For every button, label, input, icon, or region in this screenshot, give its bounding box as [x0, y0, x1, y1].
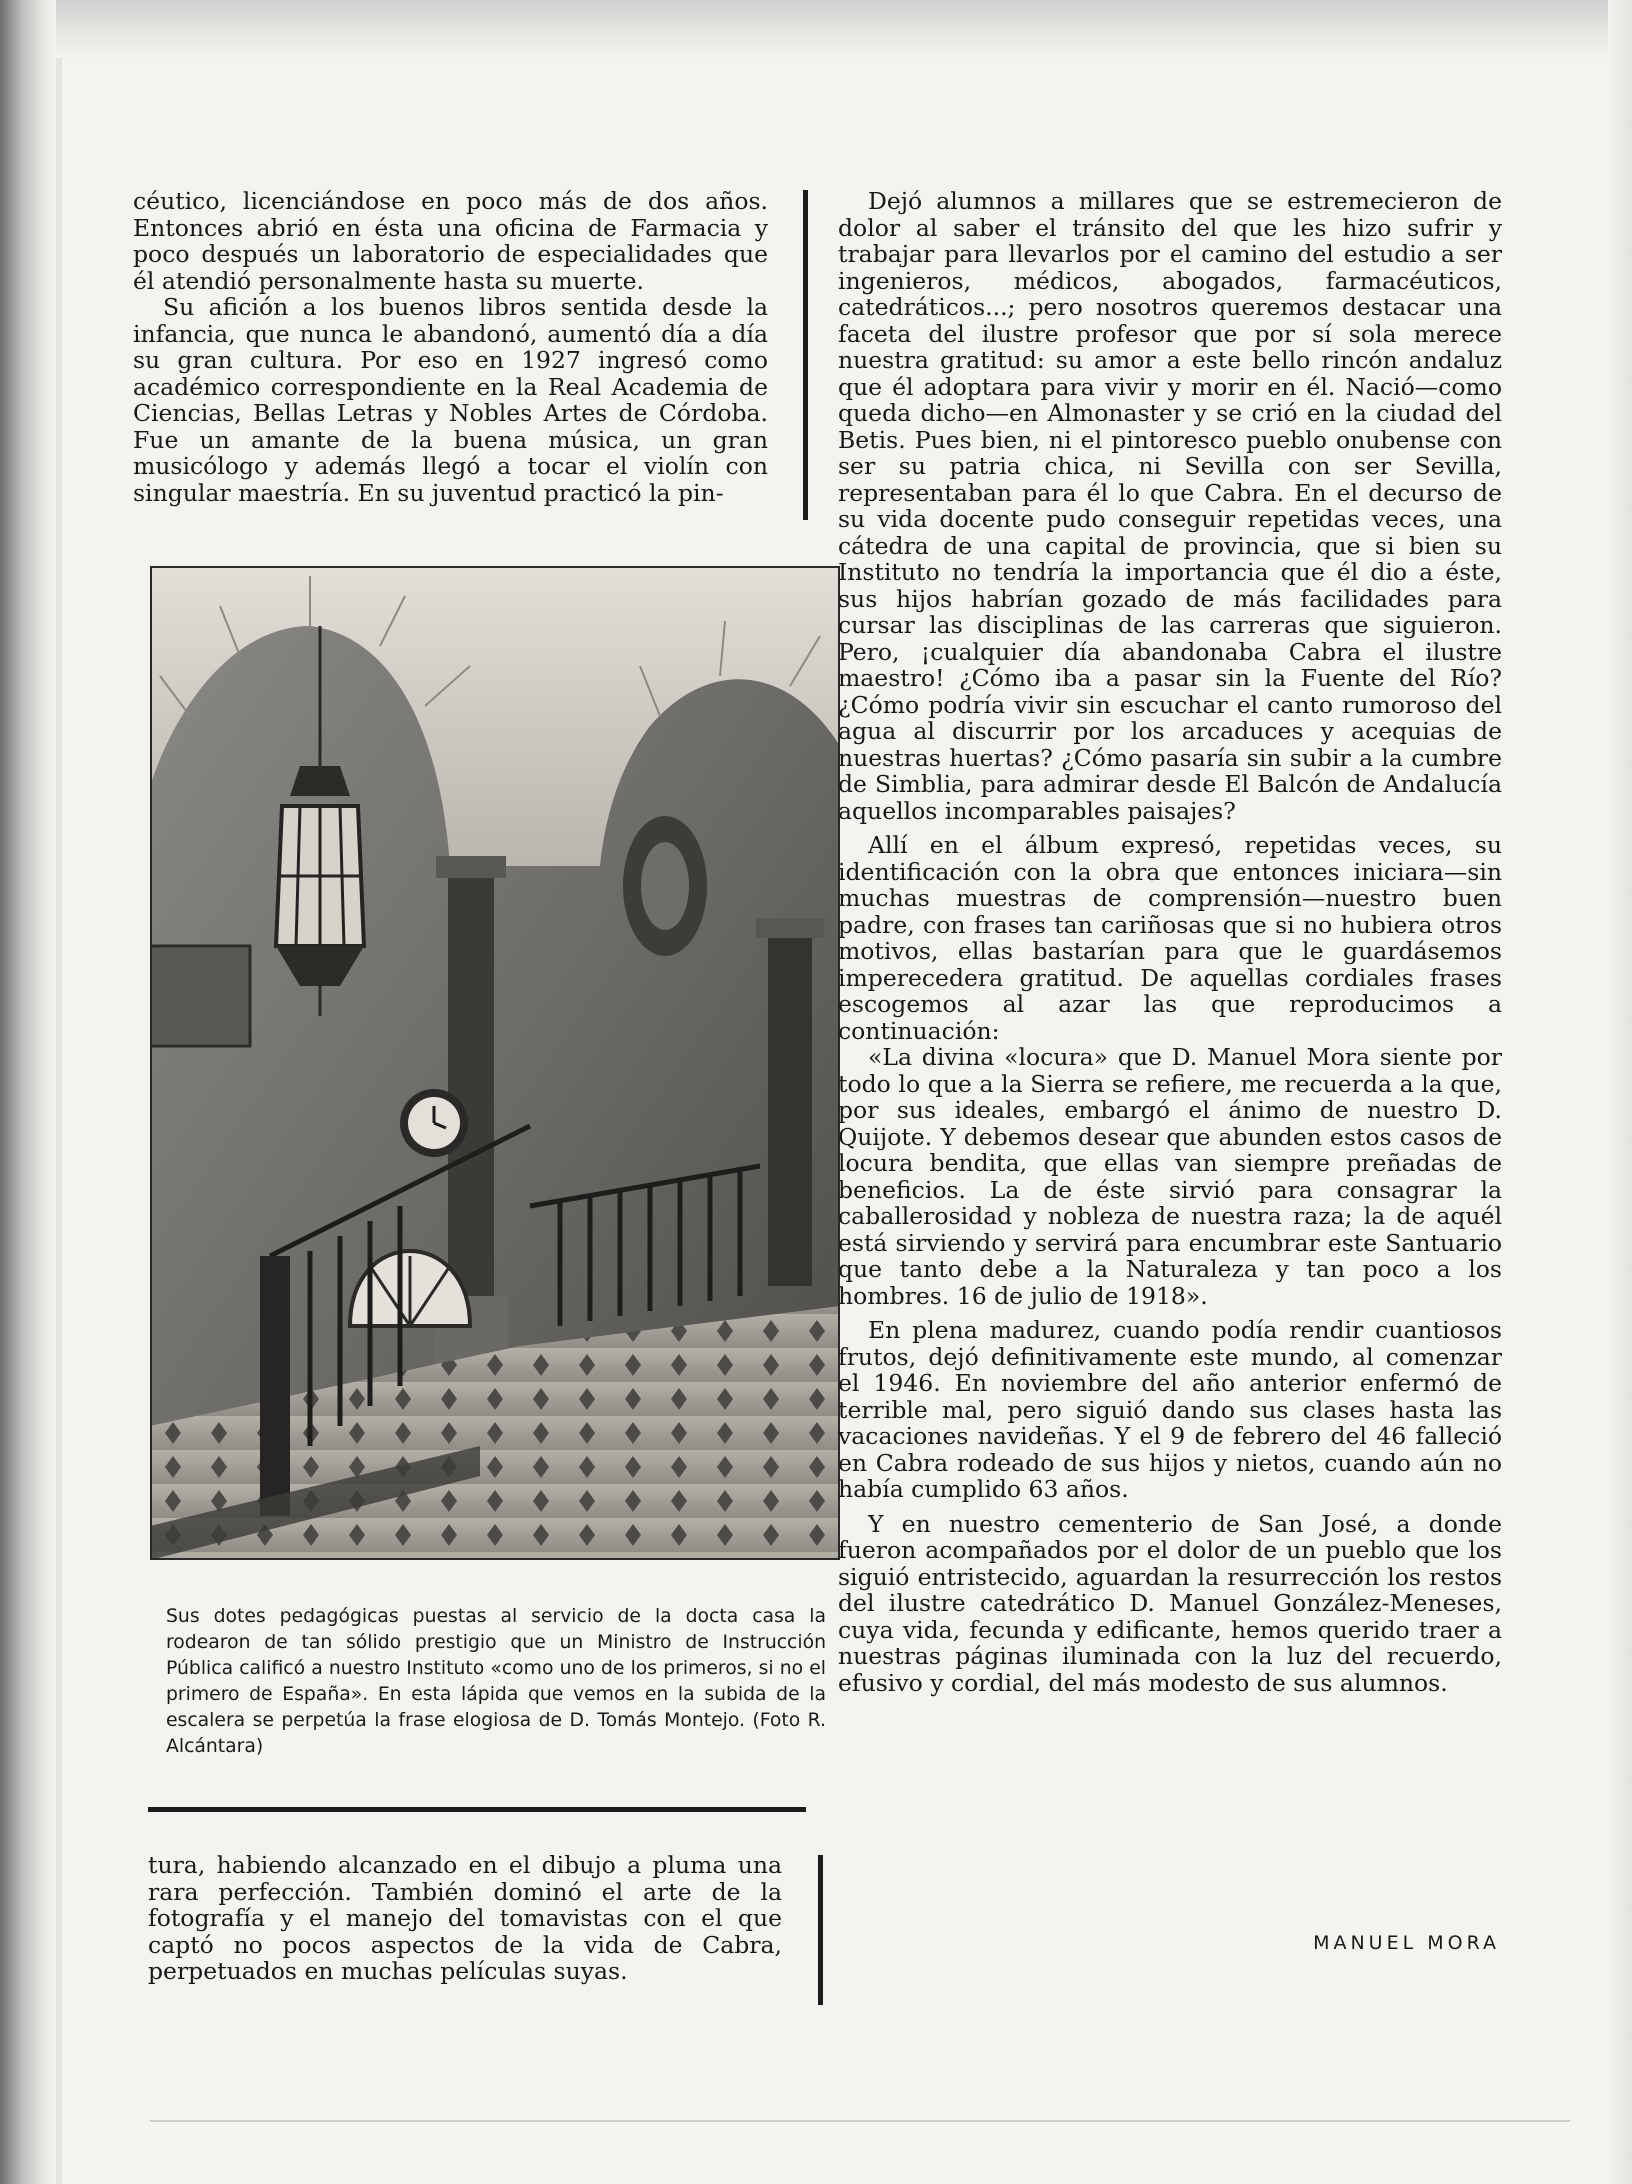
photo-caption: Sus dotes pedagógicas puestas al servicio de la docta casa la rodearon de tan sólido prestigio que un Ministro de Instrucción Pública calificó a nuestro Instituto «como uno de los primeros, si no el primero de España». En esta lápida que vemos en la subida de la escalera se perpetúa la frase elogiosa de D. Tomás Montejo. (Foto R. Alcántara): [166, 1606, 826, 1757]
right-column: [768, 926, 812, 1286]
page-right-edge: [1608, 0, 1632, 2184]
paragraph: Y en nuestro cementerio de San José, a donde fueron acompañados por el dolor de un pueblo que los siguió entristecido, aguardan la resurrección los restos del ilustre catedrático D. Manuel González-Meneses, cuya vida, fecunda y edificante, hemos querido traer a nuestras páginas iluminada con la luz del recuerdo, efusivo y cordial, del más modesto de sus alumnos.: [838, 1509, 1502, 1697]
section-rule: [148, 1807, 806, 1812]
column-divider-bottom: [818, 1855, 823, 2005]
book-binding-edge: [0, 0, 56, 2184]
staircase-photo: [150, 566, 840, 1560]
right-column-text: [838, 188, 1502, 1696]
paragraph: tura, habiendo alcanzado en el dibujo a pluma una rara perfección. También dominó el arte de la fotografía y el manejo del tomavistas con el que captó no pocos aspectos de la vida de Cabra, perpetuados en muchas películas suyas.: [148, 1851, 782, 1985]
commemorative-plaque: [150, 946, 250, 1046]
binding-shadow: [56, 0, 62, 2184]
paragraph: En plena madurez, cuando podía rendir cuantiosos frutos, dejó definitivamente este mundo, al comenzar el 1946. En noviembre del año anterior enfermó de terrible mal, pero siguió dando sus clases hasta las vacaciones navideñas. Y el 9 de febrero del 46 falleció en Cabra rodeado de sus hijos y nietos, cuando aún no había cumplido 63 años.: [838, 1316, 1502, 1503]
paragraph: Su afición a los buenos libros sentida desde la infancia, que nunca le abandonó, aumentó día a día su gran cultura. Por eso en 1927 ingresó como académico correspondiente en la Real Academia de Ciencias, Bellas Letras y Nobles Artes de Córdoba. Fue un amante de la buena música, un gran musicólogo y además llegó a tocar el violín con singular maestría. En su juventud practicó la pin-: [133, 293, 768, 507]
wall-clock: [400, 1089, 468, 1157]
page-top-edge: [56, 0, 1632, 58]
paragraph: Dejó alumnos a millares que se estremecieron de dolor al saber el tránsito del que les hizo sufrir y trabajar para llevarlos por el camino del estudio a ser ingenieros, médicos, abogados, farmacéuticos, catedráticos...; pero nosotros queremos destacar una faceta del ilustre profesor que por sí sola merece nuestra gratitud: su amor a este bello rincón andaluz que él adoptara para vivir y morir en él. Nació—como queda dicho—en Almonaster y se crió en la ciudad del Betis. Pues bien, ni el pintoresco pueblo onubense con ser su patria chica, ni Sevilla con ser Sevilla, representaban para él lo que Cabra. En el decurso de su vida docente pudo conseguir repetidas veces, una cátedra de una capital de provincia, que si bien su Instituto no tendría la importancia que él dio a éste, sus hijos habrían gozado de más facilidades para cursar las disciplinas de las carreras que siguieron. Pero, ¡cualquier día abandonaba Cabra el ilustre maestro! ¿Cómo iba a pasar sin la Fuente del Río? ¿Cómo podría vivir sin escuchar el canto rumoroso del agua al discurrir por los arcaduces y acequias de nuestras huertas? ¿Cómo pasaría sin subir a la cumbre de Simblia, para admirar desde El Balcón de Andalucía aquellos incomparables paisajes?: [838, 187, 1502, 825]
page-bottom-edge: [150, 2120, 1570, 2122]
column-divider-top: [803, 190, 808, 520]
left-column-top: [133, 188, 768, 506]
paragraph: céutico, licenciándose en poco más de dos años. Entonces abrió en ésta una oficina de Farmacia y poco después un laboratorio de especialidades que él atendió personalmente hasta su muerte.: [133, 187, 768, 295]
quote-paragraph: «La divina «locura» que D. Manuel Mora siente por todo lo que a la Sierra se refiere, me recuerda a la que, por sus ideales, embargó el ánimo de nuestro D. Quijote. Y debemos desear que abunden estos casos de locura bendita, que ellas van siempre preñadas de beneficios. La de éste sirvió para consagrar la caballerosidad y nobleza de nuestra raza; la de aquél está sirviendo y servirá para encumbrar este Santuario que tanto debe a la Naturaleza y tan poco a los hombres. 16 de julio de 1918».: [838, 1043, 1502, 1310]
author-signature: MANUEL MORA: [1313, 1932, 1500, 1954]
left-column-bottom: [148, 1852, 782, 1985]
paragraph: Allí en el álbum expresó, repetidas veces, su identificación con la obra que entonces iniciara—sin muchas muestras de comprensión—nuestro buen padre, con frases tan cariñosas que si no hubiera otros motivos, ellas bastarían para que le guardásemos imperecedera gratitud. De aquellas cordiales frases escogemos al azar las que reproducimos a continuación:: [838, 831, 1502, 1045]
